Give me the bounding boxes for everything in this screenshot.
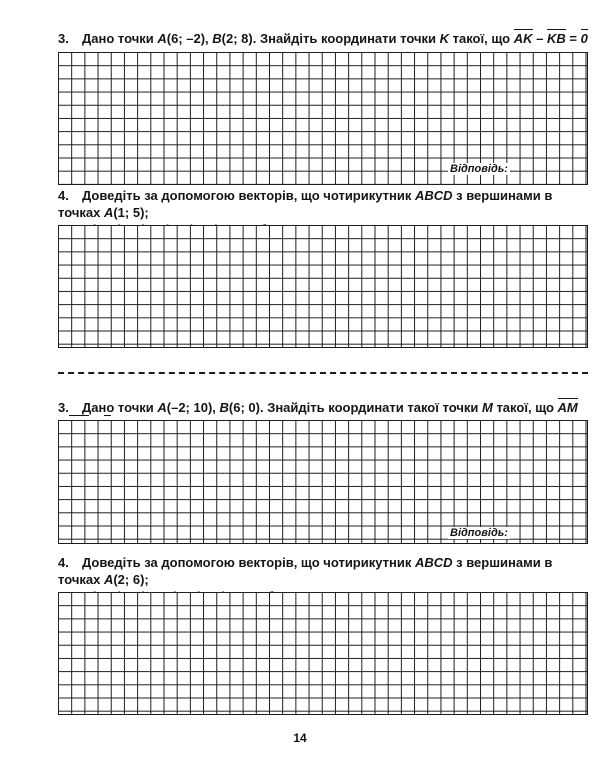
answer-grid-2[interactable] [58, 225, 588, 348]
answer-grid-3[interactable] [58, 420, 588, 544]
task-4-variant-1: 4. Доведіть за допомогою векторів, що чотирикутник ABCD з вершинами в точках A(1; 5); [58, 188, 553, 220]
vector-1: AK [513, 31, 533, 46]
vector-2: KB [546, 31, 566, 46]
zero-vector: 0 [580, 31, 588, 46]
answer-grid-4[interactable] [58, 592, 588, 715]
task-number: 4. [58, 188, 69, 203]
cut-line-divider [58, 372, 588, 374]
task-3-variant-1: 3. Дано точки A(6; –2), B(2; 8). Знайдіть координати точки K такої, що AK – KB = 0 [58, 31, 588, 46]
task-number: 3. [58, 31, 69, 46]
answer-label: Відповідь: [450, 527, 508, 539]
task-3-variant-2: 3. Дано точки A(–2; 10), B(6; 0). Знайдіть координати такої точки M такої, що AM [58, 399, 588, 433]
answer-label: Відповідь: [450, 163, 508, 175]
vector-1: AM [557, 400, 578, 415]
task-number: 4. [58, 555, 69, 570]
task-number: 3. [58, 400, 69, 415]
page-number: 14 [293, 731, 307, 745]
task-4-variant-2: 4. Доведіть за допомогою векторів, що чотирикутник ABCD з вершинами в точках A(2; 6); [58, 555, 553, 587]
